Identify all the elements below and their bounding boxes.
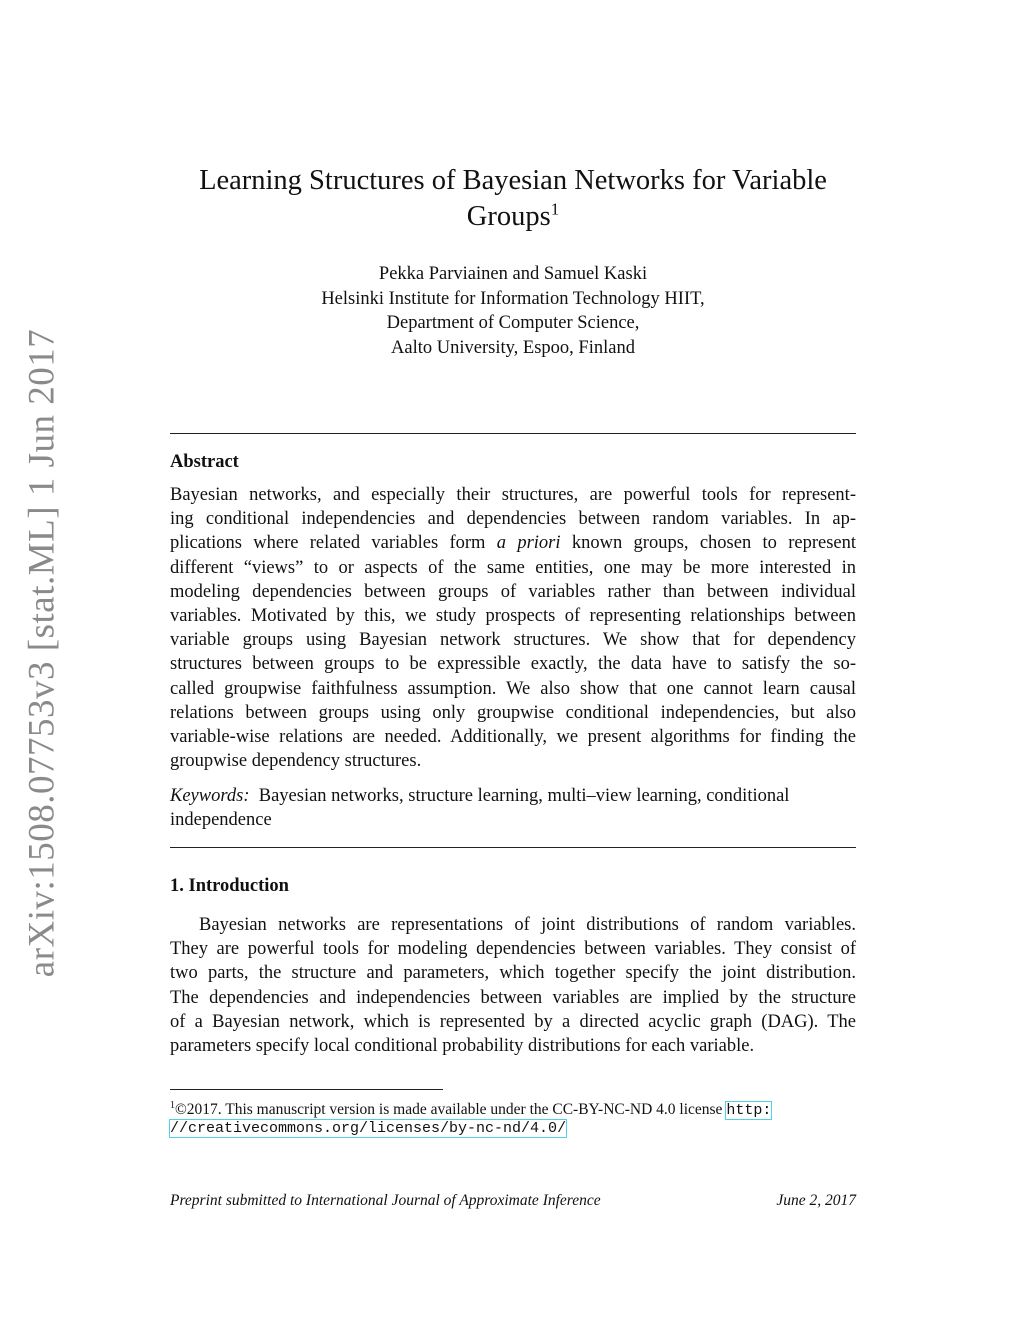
abstract-italic-a-priori: a priori <box>496 533 561 554</box>
affiliation-institute: Helsinki Institute for Information Technology HIIT, <box>321 288 705 309</box>
keywords-line <box>170 784 856 808</box>
author-names: Pekka Parviainen and Samuel Kaski <box>378 264 648 284</box>
footnote-line-2 <box>170 1117 856 1139</box>
abstract-line: Bayesian networks, and especially their structures, are powerful tools for represent- <box>170 485 856 505</box>
author-block <box>170 262 856 360</box>
intro-line: The dependencies and independencies between variables are implied by the structure <box>170 987 856 1008</box>
copyright-icon: © <box>175 1101 187 1119</box>
preprint-date: June 2, 2017 <box>776 1192 856 1209</box>
intro-line: They are powerful tools for modeling dependencies between variables. They consist of <box>170 939 856 960</box>
abstract-heading: Abstract <box>170 452 239 472</box>
keywords-block <box>170 784 856 832</box>
keywords-line: independence <box>170 810 272 831</box>
introduction-body <box>170 913 856 1058</box>
footnote-text: 2017. This manuscript version is made available under the CC-BY-NC-ND 4.0 license <box>186 1101 723 1119</box>
license-link-continued[interactable]: //creativecommons.org/licenses/by-nc-nd/4.0/ <box>170 1120 567 1137</box>
abstract-line: ing conditional independencies and dependencies between random variables. In ap- <box>170 509 856 530</box>
abstract-line: variable groups using Bayesian network structures. We show that for dependency <box>170 630 856 651</box>
keywords-text: Bayesian networks, structure learning, multi–view learning, conditional <box>258 786 790 806</box>
abstract-line: variables. Motivated by this, we study prospects of representing relationships between <box>170 605 856 626</box>
intro-line: Bayesian networks are representations of joint distributions of random variables. <box>199 915 856 935</box>
abstract-line: variable-wise relations are needed. Additionally, we present algorithms for finding the <box>170 726 856 747</box>
arxiv-identifier: arXiv:1508.07753v3 [stat.ML] 1 Jun 2017 <box>21 328 63 978</box>
footnote-line-1 <box>170 1095 856 1120</box>
abstract-line-text: known groups, chosen to represent <box>571 533 857 554</box>
introduction-heading: 1. Introduction <box>170 876 289 896</box>
intro-line: two parts, the structure and parameters, which together specify the joint distribution. <box>170 963 856 984</box>
abstract-line: modeling dependencies between groups of variables rather than between individual <box>170 581 856 602</box>
keywords-label: Keywords: <box>170 786 250 806</box>
preprint-note: Preprint submitted to International Journal of Approximate Inference <box>170 1192 601 1209</box>
abstract-line: relations between groups using only groupwise conditional independencies, but also <box>170 702 856 723</box>
title-footnote-marker[interactable]: 1 <box>550 199 560 219</box>
paper-title <box>170 163 856 235</box>
abstract-line: called groupwise faithfulness assumption. We also show that one cannot learn causal <box>170 678 856 699</box>
title-line-2 <box>170 199 856 235</box>
abstract-line <box>170 531 856 555</box>
license-link[interactable]: http: <box>726 1102 772 1120</box>
abstract-line-text: plications where related variables form <box>170 533 486 554</box>
abstract-line: groupwise dependency structures. <box>170 751 422 772</box>
abstract-top-rule <box>170 433 856 434</box>
affiliation-university: Aalto University, Espoo, Finland <box>391 337 635 358</box>
footnote-rule <box>170 1089 443 1090</box>
footnote <box>170 1095 856 1139</box>
intro-line: of a Bayesian network, which is represented by a directed acyclic graph (DAG). The <box>170 1011 856 1032</box>
affiliation-department: Department of Computer Science, <box>386 313 640 333</box>
title-line-1: Learning Structures of Bayesian Networks for Variable <box>199 165 827 196</box>
abstract-line: structures between groups to be expressible exactly, the data have to satisfy the so- <box>170 654 856 675</box>
title-line-2-text: Groups <box>466 201 551 232</box>
intro-line: parameters specify local conditional probability distributions for each variable. <box>170 1035 755 1056</box>
abstract-line: different “views” to or aspects of the same entities, one may be more interested in <box>170 557 856 578</box>
abstract-body <box>170 483 856 773</box>
footnote-marker: 1 <box>170 1100 175 1111</box>
abstract-bottom-rule <box>170 847 856 848</box>
